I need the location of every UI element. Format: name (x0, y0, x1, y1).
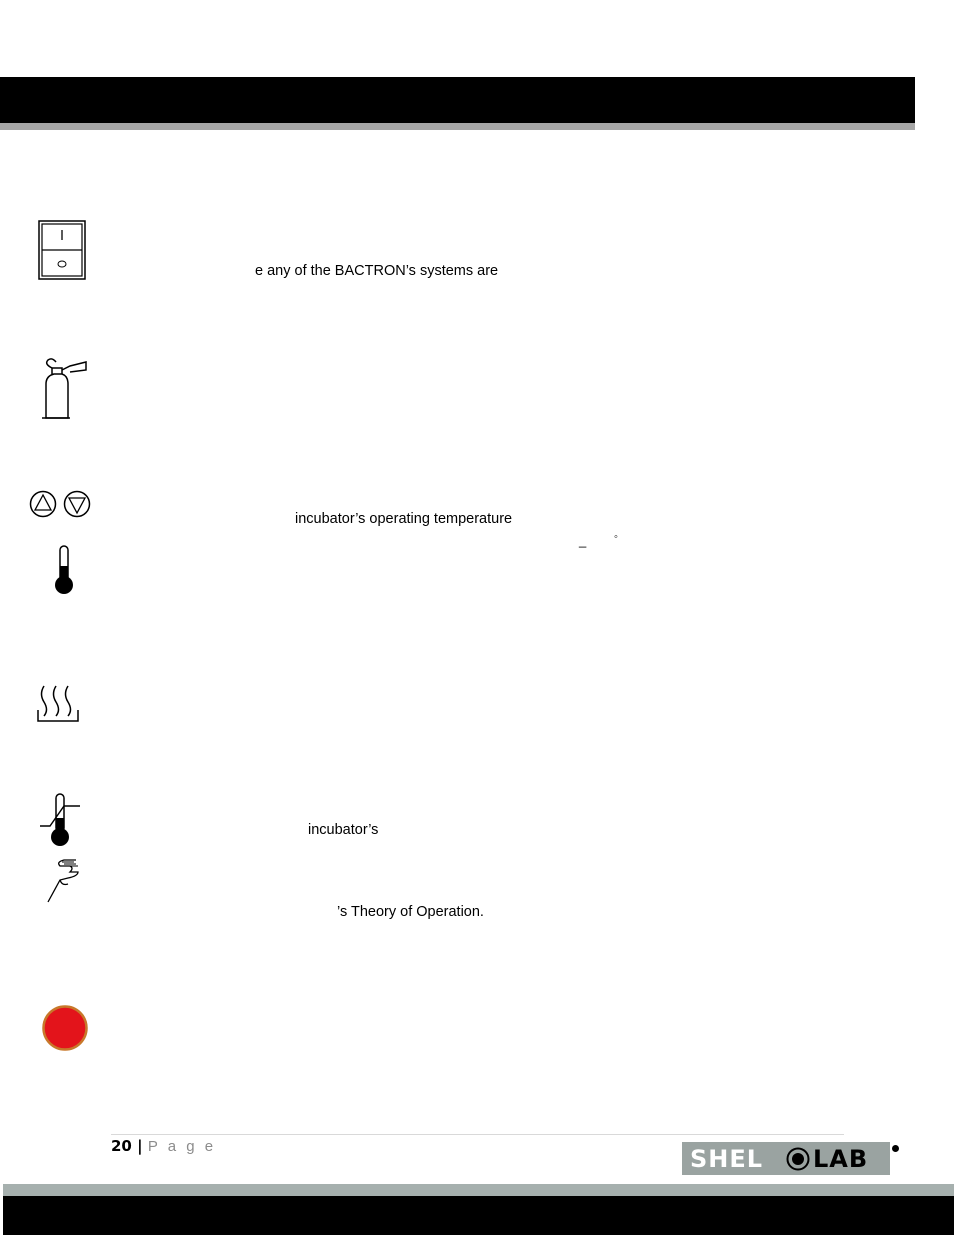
text-fragment-degree: ◦ (614, 531, 618, 543)
page-number-separator: | (137, 1137, 143, 1155)
header-bar (0, 77, 915, 123)
page-word: P a g e (147, 1138, 217, 1155)
logo-text-shel: SHEL (690, 1145, 764, 1173)
up-down-arrows-icon (29, 489, 93, 519)
text-fragment-operating-temperature: incubator’s operating temperature (295, 511, 513, 527)
footer-bar (3, 1196, 954, 1235)
registered-mark-icon (892, 1145, 899, 1152)
text-fragment-underscore: _ (579, 533, 587, 548)
power-switch-icon (38, 220, 86, 280)
logo-eye-icon (786, 1147, 810, 1171)
heat-waves-icon (36, 682, 80, 724)
page-number (111, 1137, 216, 1155)
thermometer-icon (52, 544, 78, 596)
page-number-value: 20 (111, 1137, 132, 1155)
logo-text-lab: LAB (813, 1145, 869, 1173)
footer-gray-band (3, 1184, 954, 1196)
text-fragment-theory-of-operation: ’s Theory of Operation. (337, 904, 484, 920)
red-button-icon (42, 1005, 88, 1051)
header-underline (0, 123, 915, 130)
overtemp-thermometer-icon (38, 792, 84, 850)
shel-lab-logo (682, 1142, 890, 1175)
gas-cylinder-icon (40, 358, 90, 420)
text-fragment-systems: e any of the BACTRON’s systems are (255, 263, 499, 279)
hand-icon (46, 858, 82, 904)
text-fragment-incubators: incubator’s (308, 822, 379, 838)
footer-rule (111, 1134, 844, 1135)
